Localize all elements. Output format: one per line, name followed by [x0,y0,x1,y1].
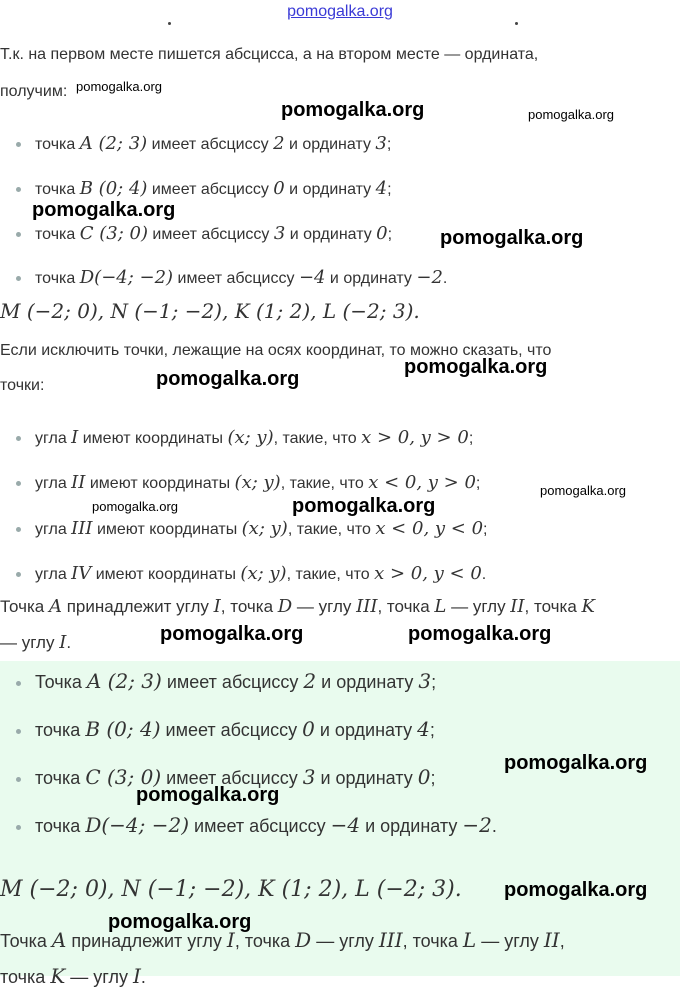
math: 4 [375,178,388,199]
list-item [16,472,480,493]
text: . [442,270,448,287]
text: Точка [0,931,52,951]
stray-dot [515,22,518,25]
site-logo[interactable]: pomogalka.org [287,3,393,20]
text: точка [35,720,86,740]
math: I [226,928,235,952]
watermark: pomogalka.org [404,356,548,378]
math: D [277,596,293,617]
watermark: pomogalka.org [32,199,176,221]
text: и ординату [325,270,417,287]
text: — углу [65,967,133,987]
math: D [295,928,312,952]
math: A [51,928,67,952]
list-item [16,267,447,288]
text: точка [35,816,86,836]
text: имеют координаты [85,475,235,492]
text: ; [468,430,474,447]
math: 0 [376,223,388,244]
text: , точка [234,931,296,951]
list-item [16,813,497,837]
math: III [378,928,403,952]
math: II [543,928,560,952]
text: имеет абсциссу [189,816,331,836]
math: x > 0, y < 0 [374,563,482,584]
watermark: pomogalka.org [504,752,648,774]
watermark: pomogalka.org [408,623,552,645]
bullet-icon [16,232,21,237]
watermark: pomogalka.org [92,499,178,514]
bullet-icon [16,481,21,486]
text: — углу [446,597,511,616]
text: Точка [35,672,87,692]
text: ; [431,672,437,692]
math: I [213,596,221,617]
list-item [16,563,486,584]
math: (x; y) [227,427,274,448]
axes-text-line-2: точки: [0,377,45,394]
list-item [16,669,436,693]
text: , [559,931,565,951]
text: угла [35,430,72,447]
text: точка [35,226,80,243]
text: и ординату [285,226,377,243]
text: . [491,816,497,836]
list-item [16,223,392,244]
watermark: pomogalka.org [76,79,162,94]
bullet-icon [16,187,21,192]
text: угла [35,475,72,492]
text: Точка [0,597,49,616]
text: точка [35,181,80,198]
text: точка [35,136,80,153]
text: принадлежит углу [61,597,214,616]
text: угла [35,521,72,538]
watermark: pomogalka.org [440,227,584,249]
bullet-icon [16,729,21,734]
text: и ординату [284,181,376,198]
list-item [16,717,435,741]
math: 0 [273,178,285,199]
stray-dot [168,22,171,25]
text: принадлежит углу [66,931,227,951]
watermark: pomogalka.org [156,368,300,390]
text: , такие, что [273,430,362,447]
watermark: pomogalka.org [136,784,280,806]
text: имеют координаты [78,430,228,447]
text: точка [35,768,86,788]
text: имеет абсциссу [147,136,274,153]
text: имеет абсциссу [161,672,304,692]
text: ; [386,136,392,153]
watermark: pomogalka.org [108,911,252,933]
math: II [71,472,86,493]
text: и ординату [284,136,376,153]
text: имеет абсциссу [160,720,303,740]
text: . [481,566,487,583]
list-item [16,133,391,154]
points-line: M (−2; 0), N (−1; −2), K (1; 2), L (−2; 3). [0,299,420,323]
text: — углу [476,931,544,951]
watermark: pomogalka.org [528,107,614,122]
text: ; [387,181,392,198]
text: — углу [292,597,357,616]
text: имеет абсциссу [161,768,303,788]
math: −2 [462,813,492,837]
math: 3 [302,765,316,789]
text: . [140,967,146,987]
list-item [16,427,473,448]
math: I [132,964,141,988]
bullet-icon [16,276,21,281]
text: , точка [524,597,582,616]
math: B (0; 4) [79,178,148,199]
text: , такие, что [280,475,369,492]
math: D(−4; −2) [85,813,190,837]
math: −4 [330,813,361,837]
bullet-icon [16,527,21,532]
bullet-icon [16,142,21,147]
math: A (2; 3) [79,133,148,154]
math: −2 [416,267,443,288]
math: C (3; 0) [79,223,148,244]
math: III [356,596,378,617]
watermark: pomogalka.org [292,495,436,517]
conclusion-line-1 [0,929,680,952]
text: . [66,633,72,652]
math: (x; y) [240,563,287,584]
text: и ординату [314,720,418,740]
bullet-icon [16,777,21,782]
math: A [48,596,62,617]
bullet-icon [16,681,21,686]
math: B (0; 4) [85,717,161,741]
math: x < 0, y > 0 [368,472,476,493]
intro-line-2: получим: [0,83,68,100]
text: , такие, что [286,566,375,583]
list-item [16,178,392,199]
text: точка [0,967,51,987]
points-line: M (−2; 0), N (−1; −2), K (1; 2), L (−2; 3). [0,877,462,902]
math: x > 0, y > 0 [361,427,469,448]
bullet-icon [16,825,21,830]
math: −4 [298,267,326,288]
math: 2 [273,133,285,154]
math: K [50,964,66,988]
math: II [510,596,525,617]
text: ; [387,226,393,243]
bullet-icon [16,436,21,441]
text: имеет абсциссу [173,270,299,287]
math: 0 [417,765,431,789]
text: имеет абсциссу [147,181,274,198]
math: K [581,596,595,617]
math: 2 [303,669,317,693]
watermark: pomogalka.org [160,623,304,645]
text: имеют координаты [91,566,241,583]
conclusion-line-1 [0,597,680,617]
text: угла [35,566,72,583]
math: L [462,928,477,952]
text: и ординату [316,672,419,692]
conclusion-line-2 [0,965,680,988]
text: , точка [402,931,463,951]
math: L [434,596,447,617]
text: , такие, что [287,521,376,538]
axes-text-line-1: Если исключить точки, лежащие на осях координат, то можно сказать, что [0,342,552,359]
list-item [16,518,487,539]
text: имеют координаты [92,521,242,538]
math: I [71,427,79,448]
intro-line-1: Т.к. на первом месте пишется абсцисса, а на втором месте — ордината, [0,46,539,63]
math: 3 [418,669,432,693]
watermark: pomogalka.org [540,483,626,498]
text: , точка [377,597,435,616]
math: (x; y) [234,472,281,493]
math: D(−4; −2) [79,267,174,288]
text: — углу [311,931,379,951]
math: 4 [417,717,430,741]
text: , точка [220,597,278,616]
text: и ординату [360,816,463,836]
watermark: pomogalka.org [504,879,648,901]
text: ; [475,475,481,492]
watermark: pomogalka.org [281,99,425,121]
text: — углу [0,633,60,652]
math: III [71,518,93,539]
math: C (3; 0) [85,765,162,789]
math: 0 [302,717,315,741]
math: I [59,632,67,653]
text: и ординату [315,768,418,788]
text: ; [429,720,435,740]
highlight-panel [0,661,680,988]
text: ; [430,768,436,788]
math: 3 [273,223,286,244]
math: (x; y) [241,518,288,539]
text: имеет абсциссу [147,226,274,243]
bullet-icon [16,572,21,577]
math: x < 0, y < 0 [375,518,484,539]
text: ; [483,521,488,538]
conclusion-line-2 [0,633,680,653]
text: точка [35,270,80,287]
math: A (2; 3) [86,669,162,693]
math: IV [71,563,92,584]
math: 3 [375,133,387,154]
